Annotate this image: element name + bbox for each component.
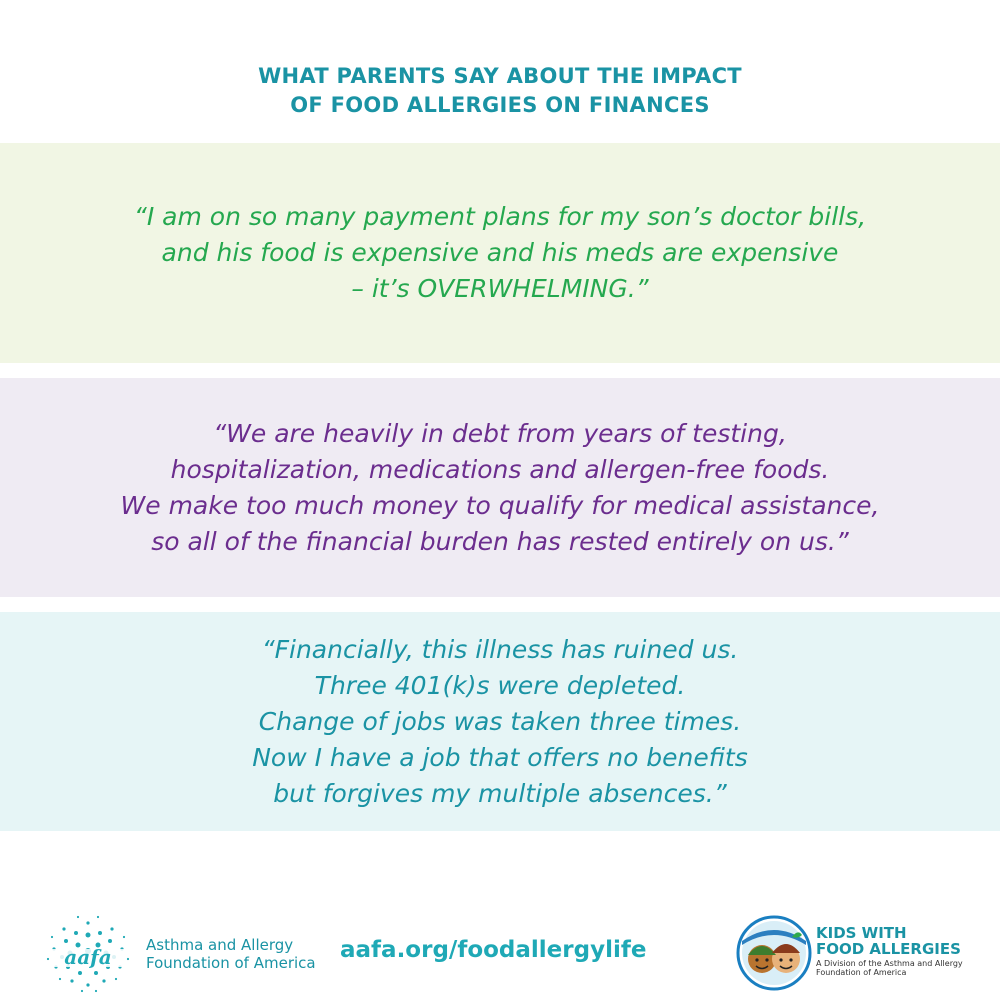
quote-1-line-3: – it’s OVERWHELMING.” (351, 274, 649, 303)
quote-1-line-2: and his food is expensive and his meds are expensive (161, 238, 839, 267)
org-name-line-1: Asthma and Allergy (146, 936, 294, 954)
kids-faces-logo-icon (736, 915, 812, 991)
quote-3-line-4: Now I have a job that offers no benefits (252, 742, 748, 772)
quote-2-line-2: hospitalization, medications and allergen-free foods. (170, 454, 830, 484)
heading-line-2: OF FOOD ALLERGIES ON FINANCES (290, 93, 710, 117)
kfa-title-line-2: FOOD ALLERGIES (816, 940, 961, 958)
website-link[interactable]: aafa.org/foodallergylife (340, 937, 647, 963)
quote-3-line-1: “Financially, this illness has ruined us. (261, 634, 739, 664)
quote-3-line-5: but forgives my multiple absences.” (273, 778, 727, 808)
heading-line-1: WHAT PARENTS SAY ABOUT THE IMPACT (258, 64, 742, 88)
kfa-subtitle-line-2: Foundation of America (816, 968, 907, 977)
quote-1-line-1: “I am on so many payment plans for my son’s doctor bills, (133, 202, 867, 231)
kfa-subtitle-line-1: A Division of the Asthma and Allergy (816, 959, 963, 968)
org-name-line-2: Foundation of America (146, 954, 316, 972)
quote-2-line-3: We make too much money to qualify for medical assistance, (120, 490, 880, 520)
page-heading (0, 62, 1000, 120)
quote-panel-2 (0, 378, 1000, 597)
quote-panel-3 (0, 612, 1000, 831)
kfa-title (816, 925, 961, 957)
org-name (146, 936, 316, 972)
quote-panel-1 (0, 143, 1000, 363)
aafa-dot-logo-icon (38, 905, 138, 1005)
aafa-logo-text: aafa (64, 945, 112, 969)
quote-2-line-1: “We are heavily in debt from years of testing, (213, 418, 787, 448)
kfa-title-line-1: KIDS WITH (816, 924, 907, 942)
kfa-subtitle (816, 959, 963, 977)
quote-2-line-4: so all of the financial burden has rested entirely on us.” (151, 526, 849, 556)
quote-3-line-2: Three 401(k)s were depleted. (314, 670, 686, 700)
quote-3-line-3: Change of jobs was taken three times. (258, 706, 742, 736)
